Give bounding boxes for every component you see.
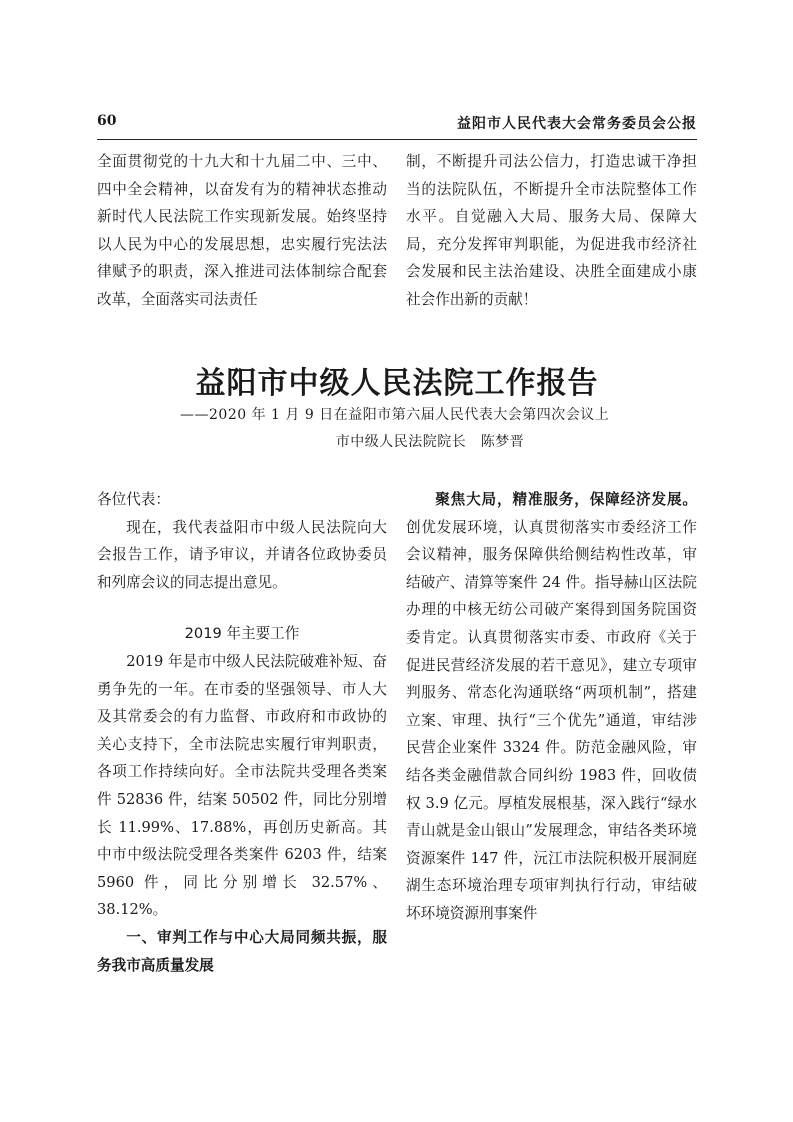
body-right-column xyxy=(406,486,697,928)
economic-paragraph xyxy=(406,486,697,928)
report-author: 市中级人民法院院长 陈梦晋 xyxy=(335,434,525,450)
intro-paragraph: 现在，我代表益阳市中级人民法院向大会报告工作，请予审议，并请各位政协委员和列席会议的同志提出意见。 xyxy=(97,518,387,591)
body-left-column xyxy=(97,486,387,979)
summary-paragraph: 2019 年是市中级人民法院破难补短、奋勇争先的一年。在市委的坚强领导、市人大及其常委会的有力监督、市政府和市政协的关心支持下，全市法院忠实履行审判职责，各项工作持续向好。全市法院共受理各类案件 52836 件，结案 50502 件，同比分别增长 11.99%、17.88%，再创历史新高。其中市中级法院受理各类案件 6203 件，结案 5960 件，同比分别增长 32.57%、38.12%。 xyxy=(97,652,387,919)
page-header xyxy=(97,113,697,137)
paragraph-text: 创优发展环境，认真贯彻落实市委经济工作会议精神，服务保障供给侧结构性改革，审结破产、清算等案件 24 件。指导赫山区法院办理的中核无纺公司破产案得到国务院国资委肯定。认真贯彻落实市委、市政府《关于促进民营经济发展的若干意见》，建立专项审判服务、常态化沟通联络“两项机制”，搭建立案、审理、执行“三个优先”通道，审结涉民营企业案件 3324 件。防范金融风险，审结各类金融借款合同纠纷 1983 件，回收债权 3.9 亿元。厚植发展根基，深入践行“绿水青山就是金山银山”发展理念，审结各类环境资源案件 147 件，沅江市法院积极开展洞庭湖生态环境治理专项审判执行行动，审结破坏环境资源刑事案件 xyxy=(406,518,697,922)
header-rule xyxy=(97,139,697,140)
top-right-column xyxy=(406,148,697,314)
top-left-column xyxy=(97,148,387,314)
report-title: 益阳市中级人民法院工作报告 xyxy=(195,366,599,401)
top-left-text: 全面贯彻党的十九大和十九届二中、三中、四中全会精神，以奋发有为的精神状态推动新时代人民法院工作实现新发展。始终坚持以人民为中心的发展思想，忠实履行宪法法律赋予的职责，深入推进司法体制综合配套改革，全面落实司法责任 xyxy=(97,153,387,308)
page-number: 60 xyxy=(97,113,117,129)
report-subtitle: ——2020 年 1 月 9 日在益阳市第六届人民代表大会第四次会议上 xyxy=(180,407,610,423)
subsection-heading: 一、审判工作与中心大局同频共振，服务我市高质量发展 xyxy=(97,928,387,974)
journal-name: 益阳市人民代表大会常务委员会公报 xyxy=(457,116,697,132)
top-right-text: 制，不断提升司法公信力，打造忠诚干净担当的法院队伍，不断提升全市法院整体工作水平。自觉融入大局、服务大局、保障大局，充分发挥审判职能，为促进我市经济社会发展和民主法治建设、决胜全面建成小康社会作出新的贡献！ xyxy=(406,153,697,308)
paragraph-lead: 聚焦大局，精准服务，保障经济发展。 xyxy=(435,491,697,508)
section-heading: 2019 年主要工作 xyxy=(184,625,300,643)
salutation: 各位代表： xyxy=(97,491,170,508)
